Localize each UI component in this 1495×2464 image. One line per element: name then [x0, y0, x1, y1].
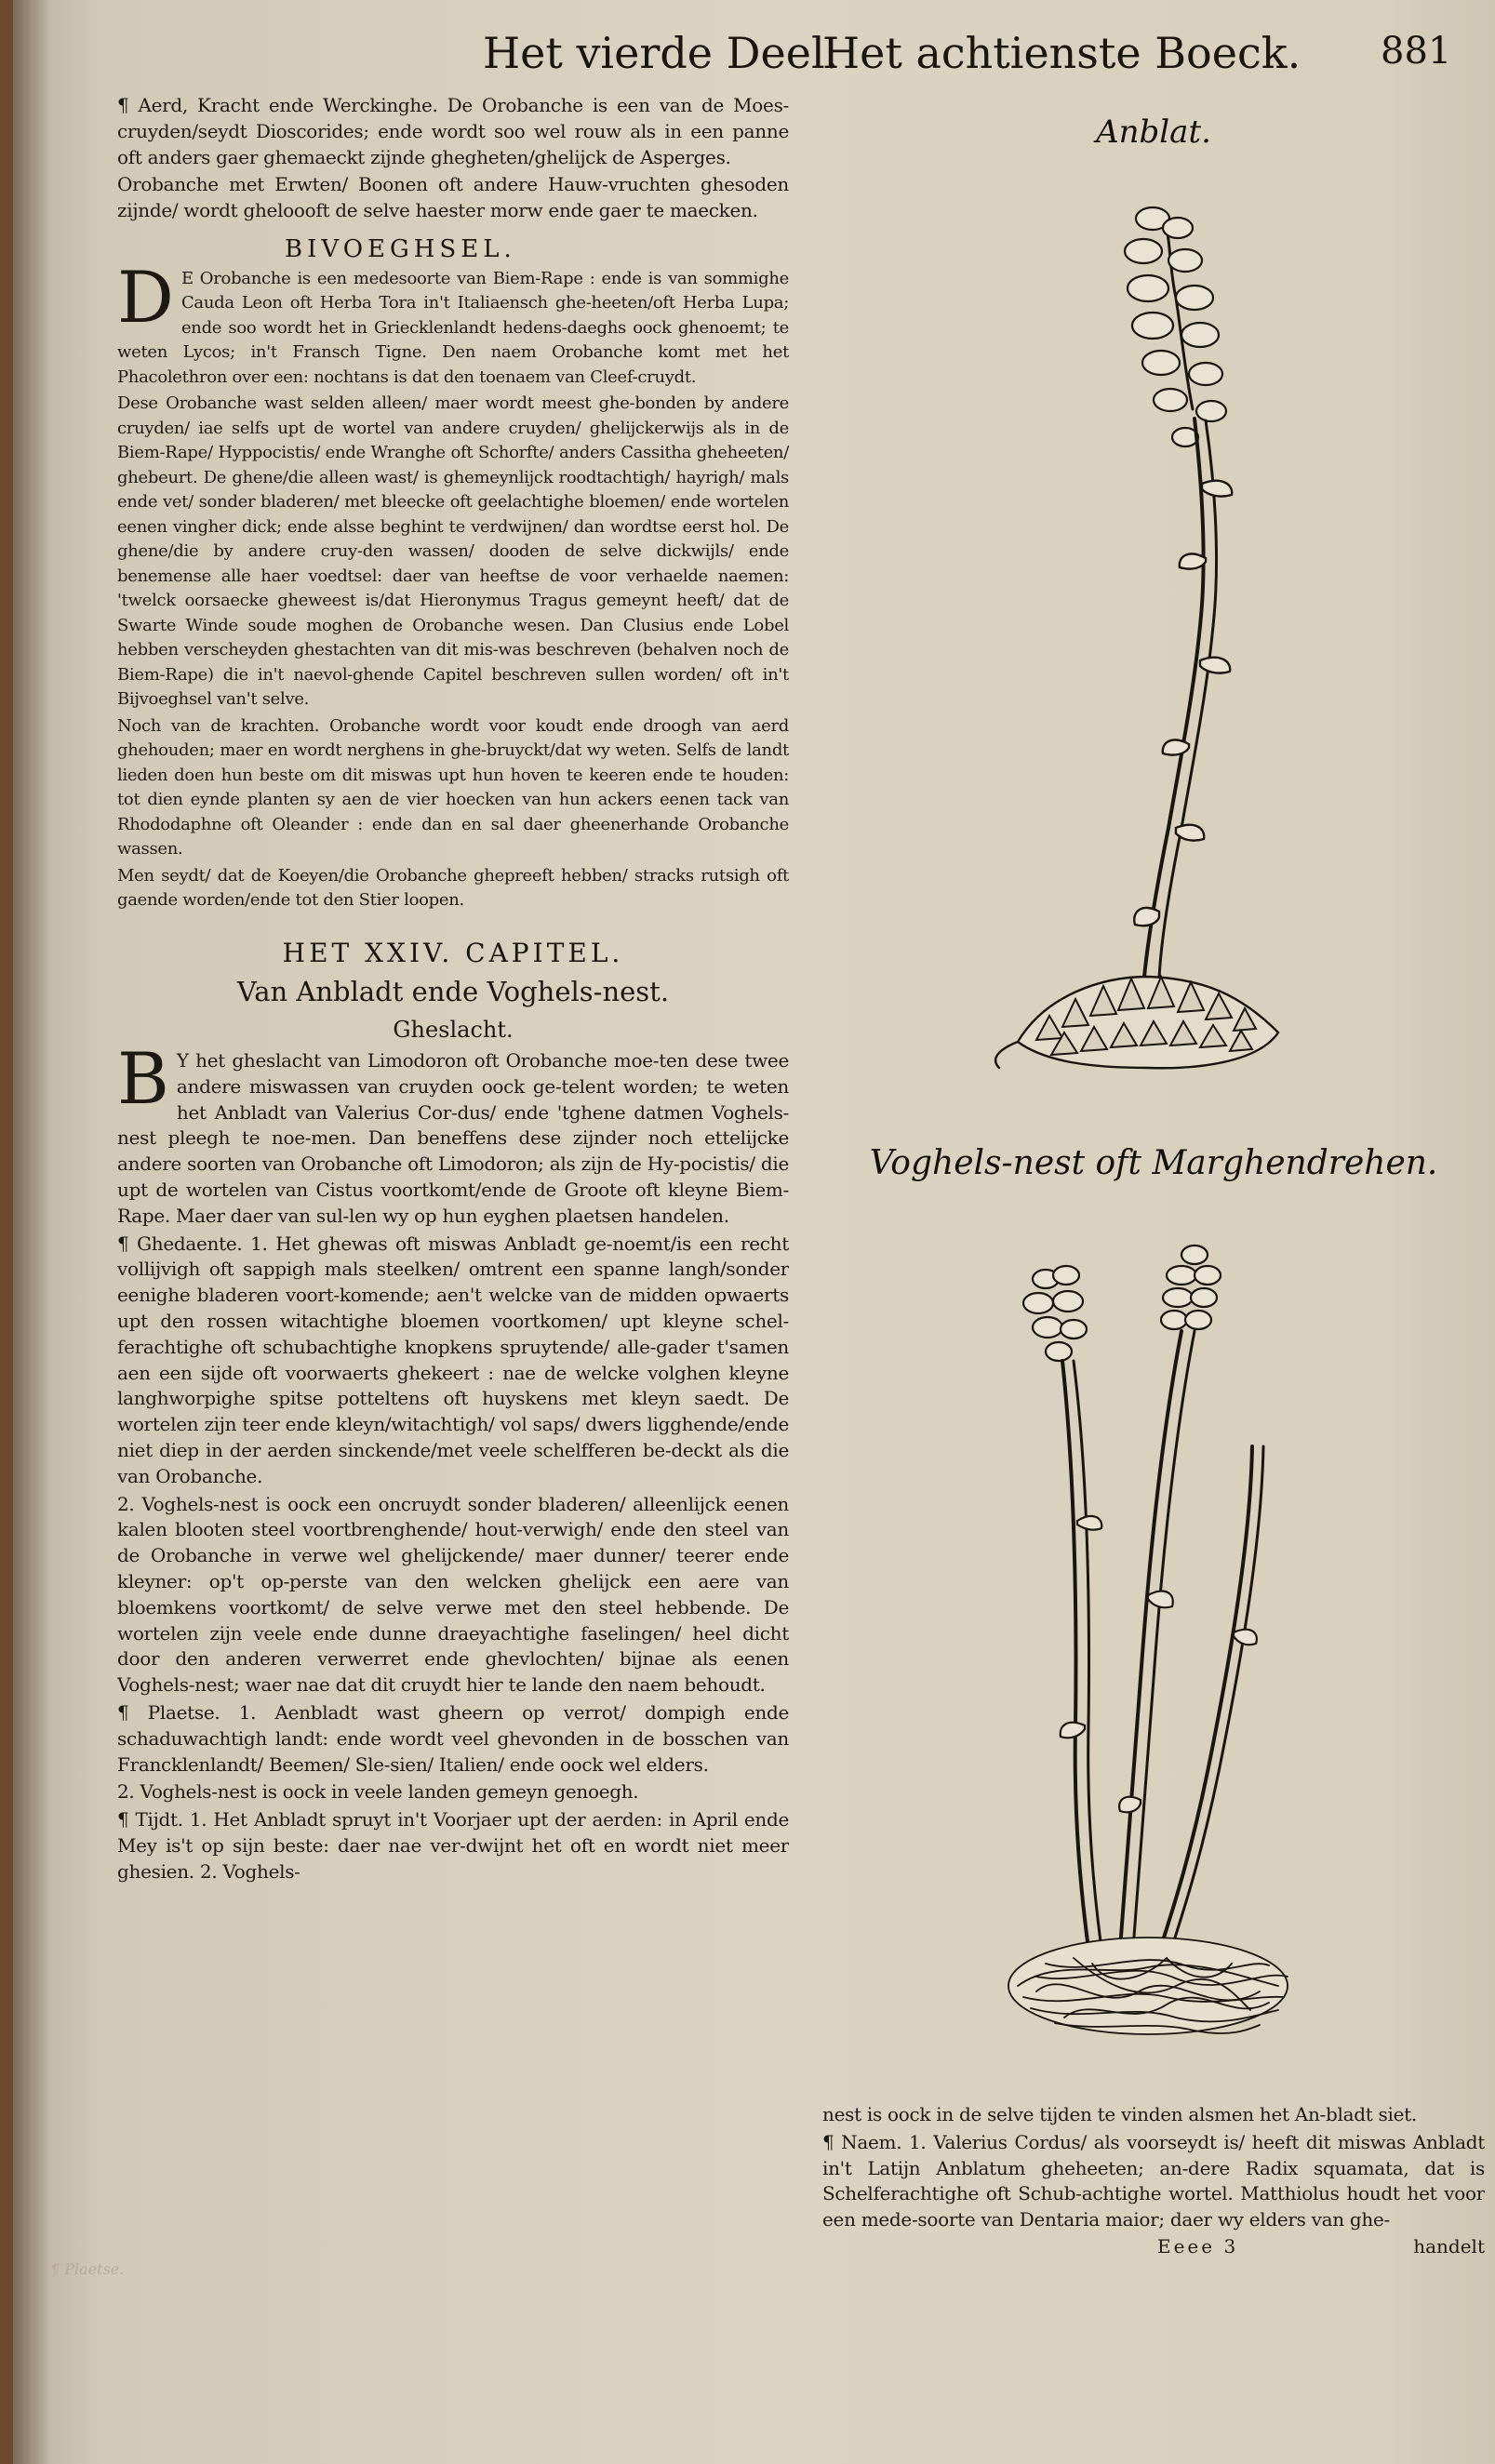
chapter-title: Van Anbladt ende Voghels-nest. [236, 975, 670, 1007]
paragraph-continuation: nest is oock in de selve tijden te vinden alsmen het An-bladt siet. [822, 2103, 1417, 2125]
page-number: 881 [1381, 30, 1452, 73]
paragraph-plaetse: ¶ Plaetse. 1. Aenbladt wast gheern op verrot/ dompigh ende schaduwachtigh landt: ende wordt veel ghevonden in de bosschen van Francklenlandt/ Beemen/ Sle-sien/ Italien/ ende oock wel elders. [117, 1700, 789, 1776]
left-text-column [117, 93, 789, 2298]
paragraph-ghedaente: ¶ Ghedaente. 1. Het ghewas oft miswas Anbladt ge-noemt/is een recht vollijvigh oft sappigh mals steelken/ omtrent een spanne langh/sonder eenighe bladeren voort-komende; aen't welcke van de midden opwaerts upt den rossen witachtighe bloemen voortkomen/ upt kleyne schel-ferachtighe oft schubachtighe knopkens spruytende/ alle-gader t'samen aen een sijde oft voorwaerts ghekeert : nae de welcke volghen kleyne langhworpighe spitse potteltens oft huyskens met kleyn saedt. De wortelen zijn teer ende kleyn/witachtigh/ vol saps/ dwers ligghende/ende niet diep in der aerden sinckende/met veele schelfferen be-deckt als die van Orobanche. [117, 1232, 789, 1487]
drop-cap-d: D [117, 255, 174, 339]
book-page [13, 0, 1495, 2464]
running-header-left: Het vierde Deel. [483, 28, 839, 78]
catchword: handelt [1413, 2234, 1485, 2258]
paragraph-gheslacht: Y het gheslacht van Limodoron oft Orobanche moe-ten dese twee andere miswassen van cruyden oock ge-telent worden; te weten het Anbladt van Valerius Cor-dus/ ende 'tghene datmen Voghels-nest pleegh te noe-men. Dan beneffens dese zijnder noch ettelijcke andere soorten van Orobanche oft Limodoron; als zijn de Hy-pocistis/ die upt de wortelen van Cistus voortkomt/ende de Groote oft kleyne Biem-Rape. Maer daer van sul-len wy op hun eyghen plaetsen handelen. [117, 1048, 789, 1227]
drop-cap-b: B [117, 1036, 169, 1120]
signature-row [822, 2235, 1485, 2263]
paragraph-bivoeghsel-4: Men seydt/ dat de Koeyen/die Orobanche ghepreeft hebben/ stracks rutsigh oft gaende worden/ende tot den Stier loopen. [117, 865, 789, 911]
paragraph-plaetse-2: 2. Voghels-nest is oock in veele landen gemeyn genoegh. [117, 1780, 639, 1804]
subheading-gheslacht: Gheslacht. [393, 1016, 514, 1043]
bivoeghsel-block [117, 255, 789, 391]
running-header-center: Het achtienste Boeck. [822, 28, 1301, 78]
paragraph-naem: ¶ Naem. 1. Valerius Cordus/ als voorseydt is/ heeft dit miswas Anbladt in't Latijn Anblatum gheheeten; an-dere Radix squamata, dat is Schelferachtighe oft Schub-achtighe wortel. Matthiolus houdt het voor een mede-soorte van Dentaria maior; daer wy elders van ghe- [822, 2130, 1485, 2231]
chapter-heading: HET XXIV. CAPITEL. [282, 937, 624, 968]
paragraph-ghedaente-2: 2. Voghels-nest is oock een oncruydt sonder bladeren/ alleenlijck eenen kalen blooten steel voortbrenghende/ hout-verwigh/ ende den steel van de Orobanche in verwe wel ghelijckende/ maer dunner/ teerer ende kleyner: op't op-perste van den welcken ghelijck een aere van bloemkens voortkomt/ de selve verwe met den steel hebbende. De wortelen zijn veele ende dunne draeyachtighe faselingen/ heel dicht door den anderen verwerret ende ghevlochten/ bijnae als eenen Voghels-nest; waer nae dat dit cruydt hier te lande den naem behoudt. [117, 1492, 789, 1697]
paragraph-bivoeghsel-1: E Orobanche is een medesoorte van Biem-Rape : ende is van sommighe Cauda Leon oft Herba Tora in't Italiaensch ghe-heeten/oft Herba Lupa; ende soo wordt het in Griecklenlandt hedens-daeghs oock ghenoemt; te weten Lycos; in't Fransch Tigne. Den naem Orobanche komt met het Phacolethron over een: nochtans is dat den toenaem van Cleef-cruydt. [117, 268, 789, 387]
section-heading-bivoeghsel: BIVOEGHSEL. [285, 234, 516, 263]
woodcut-voghels-nest-illustration [981, 1242, 1353, 2079]
page-spine-shadow [13, 0, 50, 2464]
paragraph-aerd: ¶ Aerd, Kracht ende Werckinghe. De Orobanche is een van de Moes-cruyden/seydt Dioscorides; ende wordt soo wel rouw als in een panne oft anders gaer ghemaeckt zijnde ghegheten/ghelijck de Asperges. [117, 94, 789, 168]
right-column [822, 93, 1485, 2316]
caption-anblat: Anblat. [1096, 113, 1211, 151]
signature-mark: Eeee 3 [1157, 2234, 1239, 2258]
paragraph-bivoeghsel-2: Dese Orobanche wast selden alleen/ maer wordt meest ghe-bonden by andere cruyden/ iae selfs upt de wortel van andere cruyden/ ghelijckerwijs als in de Biem-Rape/ Hyppocistis/ ende Wranghe oft Schorfte/ anders Cassitha gheheeten/ ghebeurt. De ghene/die alleen wast/ is ghemeynlijck roodtachtigh/ hayrigh/ mals ende vet/ sonder bladeren/ met bleecke oft geelachtighe bloemen/ ende wortelen eenen vingher dick; ende alsse beghint te verdwijnen/ dan wordtse eerst hol. De ghene/die by andere cruy-den wassen/ dooden de selve dickwijls/ ende benemense alle haer voedtsel: daer van heeftse de voor verhaelde naemen: 'twelck oorsaecke gheweest is/dat Hieronymus Tragus gemeynt heeft/ dat de Swarte Winde soude moghen de Orobanche wesen. Dan Clusius ende Lobel hebben verscheyden ghestachten van dit mis-was beschreven (behalven noch de Biem-Rape) die in't naevol-ghende Capitel beschreven sullen worden/ oft in't Bijvoeghsel van't selve. [117, 393, 789, 710]
caption-voghels-nest: Voghels-nest oft Marghendrehen. [869, 1144, 1438, 1182]
paragraph-bivoeghsel-3: Noch van de krachten. Orobanche wordt voor koudt ende droogh van aerd ghehouden; maer en wordt nerghens in ghe-bruyckt/dat wy weten. Selfs de landt lieden doen hun beste om dit miswas upt hun hoven te keeren ende te houden: tot dien eynde planten sy aen de vier hoecken van hun ackers eenen tack van Rhododaphne oft Oleander : ende dan en sal daer gheenerhande Orobanche wassen. [117, 715, 789, 859]
paragraph-orobanche: Orobanche met Erwten/ Boonen oft andere Hauw-vruchten ghesoden zijnde/ wordt gheloooft de selve haester morw ende gaer te maecken. [117, 173, 789, 222]
gheslacht-block [117, 1036, 789, 1230]
woodcut-anblat-illustration [962, 177, 1297, 1116]
right-column-text [822, 2102, 1485, 2263]
paragraph-tijdt: ¶ Tijdt. 1. Het Anbladt spruyt in't Voorjaer upt der aerden: in April ende Mey is't op sijn beste: daer nae ver-dwijnt het oft en wordt niet meer ghesien. 2. Voghels- [117, 1808, 789, 1883]
faint-marginal-note: ¶ Plaetse. [50, 2260, 125, 2278]
